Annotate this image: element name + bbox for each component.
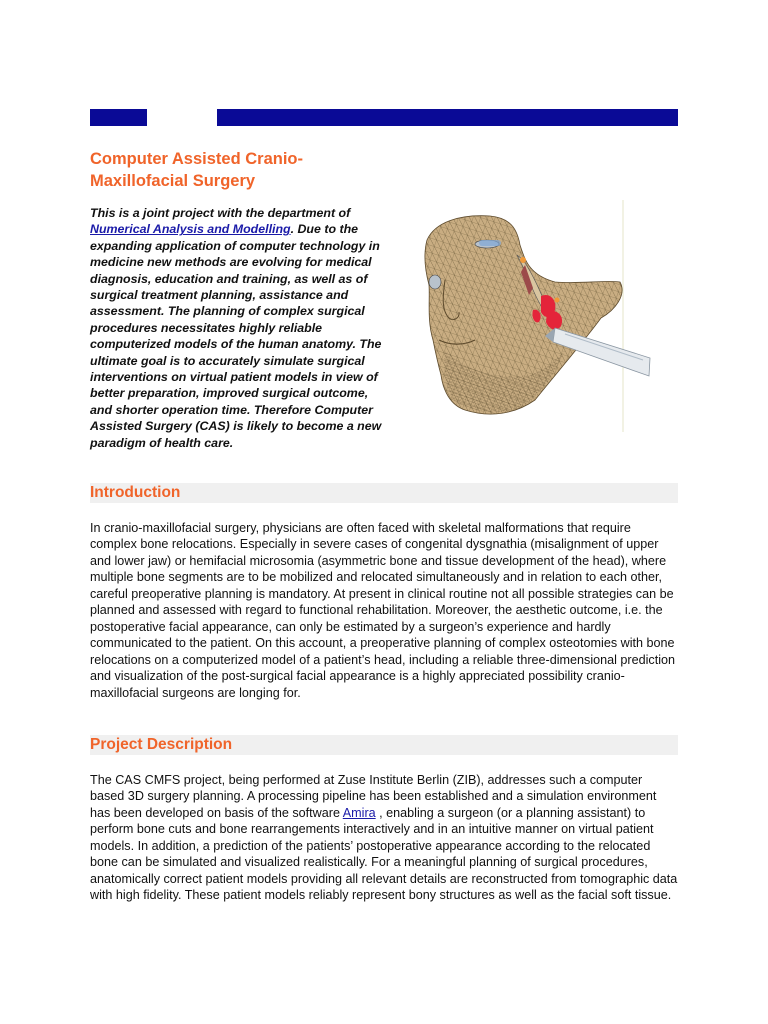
project-text-end: , enabling a surgeon (or a planning assistant) to perform bone cuts and bone rearrangements interactively and in an intuitive manner on virtual patient models. In addition, a prediction of the patients’ postoperative appearance according to the relocated bone can be simulated and visualized realistically. For a meaningful planning of surgical procedures, anatomically correct patient models providing all relevant details are reconstructed from tomographic data with high fidelity. These patient models reliably represent bony structures as well as the facial soft tissue. [90, 805, 678, 903]
intro-text-start: This is a joint project with the department of [90, 206, 351, 220]
project-text-start: The CAS CMFS project, being performed at Zuse Institute Berlin (ZIB), addresses such a computer based 3D surgery planning. A processing pipeline has been established and a simulation environment has been developed on basis of the software [90, 773, 657, 820]
introduction-paragraph: In cranio-maxillofacial surgery, physicians are often faced with skeletal malformations that require complex bone relocations. Especially in severe cases of congenital dysgnathia (misalignment of upper and lower jaw) or hemifacial microsomia (asymmetric bone and tissue development of the head), where multiple bone segments are to be mobilized and relocated simultaneously and in relation to each other, careful preoperative planning is mandatory. At present in clinical routine not all possible strategies can be planned and assessed with regard to functional rehabilitation. Moreover, the aesthetic outcome, i.e. the postoperative facial appearance, can only be estimated by a surgeon’s experience and hardly communicated to the patient. On this account, a preoperative planning of complex osteotomies with bone relocations on a computerized model of a patient’s head, including a reliable three-dimensional prediction and visualization of the post-surgical facial appearance is a highly appreciated possibility cranio-maxillofacial surgeons are longing for. [90, 521, 676, 700]
header-bar-right [217, 109, 678, 126]
page-title: Computer Assisted Cranio-Maxillofacial Surgery [90, 150, 304, 190]
numerical-analysis-link[interactable]: Numerical Analysis and Modelling [90, 222, 291, 237]
section-heading-introduction: Introduction [90, 483, 678, 503]
face-mesh-figure [405, 200, 655, 432]
intro-text-end: . Due to the expanding application of computer technology in medicine new methods are evolving for medical diagnosis, education and training, as well as of surgical treatment planning, assistance and assessment. The planning of complex surgical procedures necessitates highly reliable computerized models of the human anatomy. The ultimate goal is to accurately simulate surgical interventions on virtual patient models in view of better preparation, improved surgical outcome, and shorter operation time. Therefore Computer Assisted Surgery (CAS) is likely to become a new paradigm of health care. [90, 222, 382, 450]
intro-paragraph [90, 205, 390, 451]
amira-link[interactable]: Amira [342, 805, 376, 820]
section-heading-project-description: Project Description [90, 735, 678, 755]
header-bar-left [90, 109, 147, 126]
project-description-paragraph [90, 772, 680, 904]
